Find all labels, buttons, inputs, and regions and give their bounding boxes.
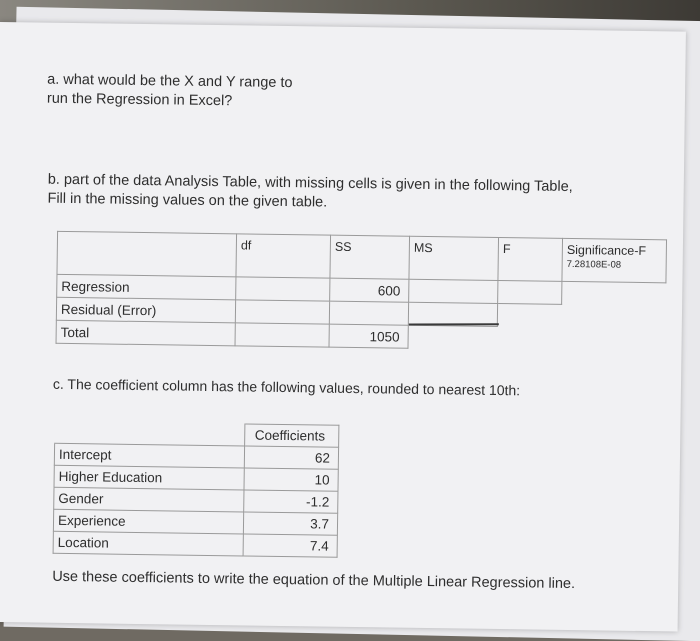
significance-value: 7.28108E-08	[566, 258, 622, 271]
empty-cell	[497, 303, 561, 327]
anova-header-f: F	[498, 237, 563, 281]
coefficient-header: Coefficients	[245, 424, 339, 447]
question-a-line2: run the Regression in Excel?	[46, 90, 233, 110]
coefficient-label: Higher Education	[54, 465, 245, 490]
question-b	[47, 171, 572, 216]
residual-ss-cell	[329, 301, 408, 325]
row-label: Residual (Error)	[56, 297, 235, 322]
anova-header-df: df	[236, 234, 331, 278]
empty-cell	[408, 325, 497, 349]
question-a-line1: a. what would be the X and Y range to	[47, 71, 293, 92]
row-label: Total	[56, 320, 235, 345]
anova-header-ss: SS	[330, 235, 410, 279]
question-b-line2: Fill in the missing values on the given table.	[47, 190, 328, 211]
coefficient-label: Location	[53, 531, 244, 556]
significance-label: Significance-F	[566, 242, 647, 259]
anova-header-blank	[57, 231, 237, 276]
regression-f-cell	[498, 280, 562, 304]
regression-ms-cell	[409, 279, 498, 303]
empty-cell	[561, 327, 665, 351]
coefficient-value: 10	[244, 468, 338, 491]
total-df-cell	[235, 323, 329, 347]
empty-cell	[497, 326, 561, 350]
residual-df-cell	[235, 300, 329, 324]
coefficient-value: -1.2	[244, 490, 338, 513]
coefficient-value: 3.7	[244, 512, 338, 535]
coefficient-label: Intercept	[54, 443, 245, 468]
coefficient-value: 7.4	[243, 534, 337, 557]
question-b-line1: b. part of the data Analysis Table, with missing cells is given in the following Table,	[47, 171, 573, 196]
coefficient-header-blank	[55, 421, 246, 446]
coefficient-row	[53, 531, 337, 557]
worksheet-paper	[0, 22, 686, 632]
question-a	[47, 71, 293, 112]
empty-cell	[561, 304, 665, 328]
regression-ss-cell: 600	[330, 278, 409, 302]
drawn-line	[409, 323, 499, 325]
anova-header-significance	[562, 238, 667, 282]
coefficient-label: Experience	[53, 509, 244, 534]
coefficient-label: Gender	[54, 487, 245, 512]
coefficient-value: 62	[245, 446, 339, 469]
anova-header-ms: MS	[409, 236, 499, 280]
total-ss-cell: 1050	[329, 324, 408, 348]
row-label: Regression	[57, 274, 236, 299]
question-d: Use these coefficients to write the equation of the Multiple Linear Regression line.	[52, 568, 576, 593]
anova-table	[56, 231, 668, 353]
question-c: c. The coefficient column has the following values, rounded to nearest 10th:	[52, 375, 521, 399]
empty-cell	[562, 281, 666, 305]
coefficient-table	[53, 421, 340, 558]
regression-df-cell	[236, 277, 330, 301]
